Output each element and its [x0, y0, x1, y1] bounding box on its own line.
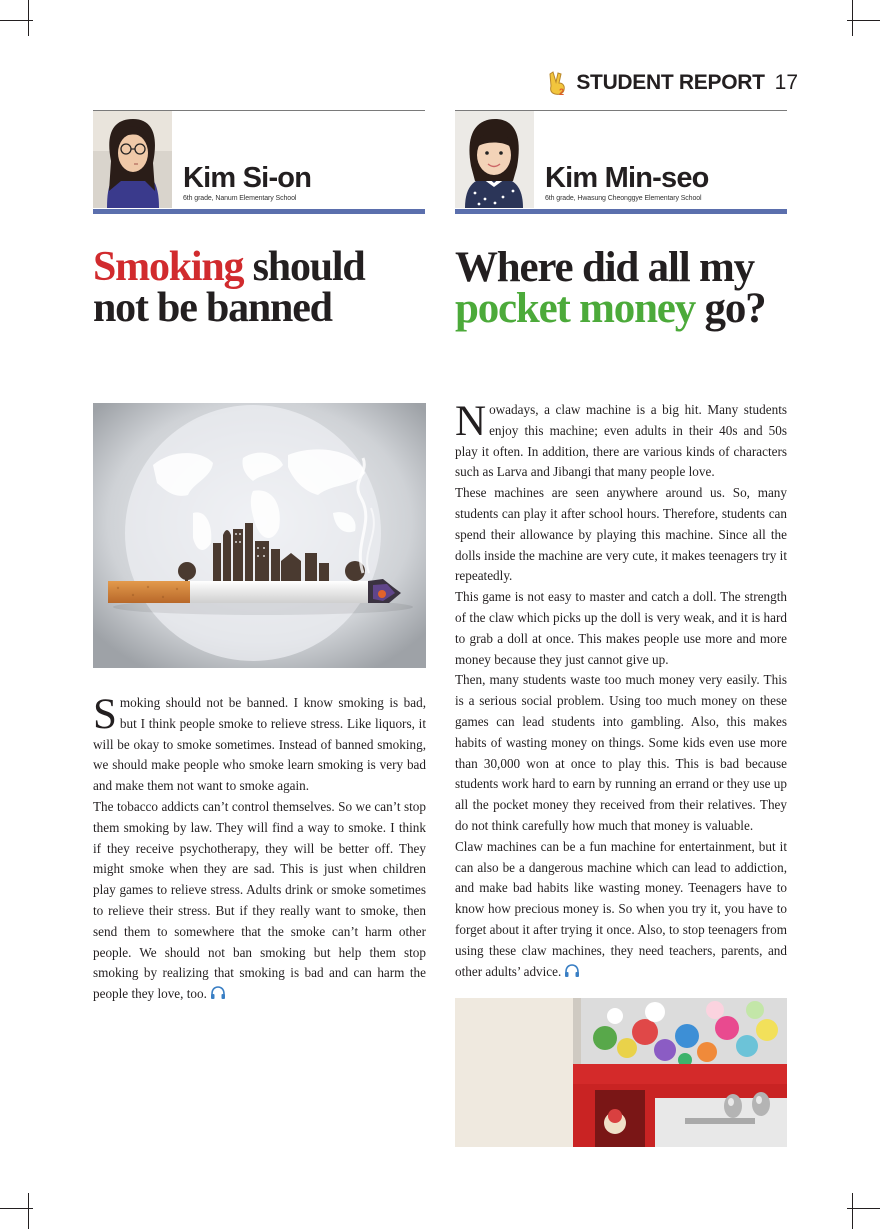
headline-highlight: Smoking [93, 244, 244, 290]
paragraph-text: This game is not easy to master and catch a doll. The strength of the claw which picks up the doll is very weak, and it is hard to grab a doll at once. This makes people use more and more money because they just cannot give up. [455, 589, 787, 667]
cigarette-illustration [93, 403, 426, 668]
headline-text: not be banned [93, 285, 332, 331]
article-headline [455, 244, 787, 332]
author-byline [455, 111, 787, 208]
crop-mark [28, 0, 29, 36]
crop-mark [847, 20, 880, 21]
headline-text: go? [695, 285, 766, 332]
claw-machine-photo [455, 998, 787, 1147]
body-paragraph [455, 837, 787, 983]
headphones-icon [210, 986, 226, 1000]
paragraph-text: Then, many students waste too much money very easily. This is a serious social problem. Using too much money on these games can lead students into gambling. Also, this makes habits of wasting money on things. Some kids even use more than 30,000 won at once to play this. This is bad because students work hard to earn by running an errand or they use up all the pocket money they received from their relatives. They do not think carefully how much that money is valuable. [455, 672, 787, 833]
paragraph-text: moking should not be banned. I know smoking is bad, but I think people smoke to relieve stress. Like liquors, it will be okay to smoke sometimes. Instead of banned smoking, we should make people who smoke learn smoking is very bad and make them not want to smoke again. [93, 695, 426, 794]
author-photo [455, 111, 534, 208]
crop-mark [847, 1208, 880, 1209]
page-number: 17 [774, 71, 798, 94]
section-label: STUDENT REPORT [576, 71, 765, 94]
author-name: Kim Min-seo [545, 162, 709, 194]
body-paragraph [455, 587, 787, 670]
body-paragraph [455, 400, 787, 483]
author-name: Kim Si-on [183, 162, 312, 194]
headline-text: Where did all my [455, 244, 754, 291]
author-byline [93, 111, 425, 208]
peace-hand-icon [546, 70, 568, 96]
paragraph-text: Claw machines can be a fun machine for entertainment, but it can also be a dangerous machine which can lead to addiction, and make bad habits like wasting money. Teenagers have to know how precious money is. So when you try it, you have to forget about it after trying it once. Also, to stop teenagers from using these claw machines, they need teachers, parents, and other adults’ advice. [455, 838, 787, 979]
paragraph-text: owadays, a claw machine is a big hit. Many students enjoy this machine; even adults in their 40s and 50s play it often. In addition, there are various kinds of characters such as Larva and Jibangi that many people love. [455, 402, 787, 480]
running-head [546, 70, 798, 96]
body-paragraph [455, 483, 787, 587]
author-school: 6th grade, Hwasung Cheonggye Elementary School [545, 195, 702, 202]
blue-rule [93, 209, 425, 214]
body-paragraph [455, 670, 787, 836]
headphones-icon [564, 964, 580, 978]
body-paragraph [93, 693, 426, 797]
left-article-header [93, 110, 425, 329]
headline-highlight: pocket money [455, 285, 695, 332]
right-article-body [455, 400, 787, 982]
paragraph-text: The tobacco addicts can’t control themselves. So we can’t stop them smoking by law. They will find a way to smoke. I think if they receive psychotherapy, they will be better off. They might smoke when they are sad. This is just when children play games to relieve stress. Adults drink or smoke sometimes to relieve their stress. But if they really want to smoke, then send them to somewhere that the smoke can’t harm other people. We should not ban smoking but help them stop smoking by realizing that smoking is bad and can harm the people they love, too. [93, 798, 426, 1002]
drop-cap: S [93, 691, 117, 738]
crop-mark [28, 1193, 29, 1229]
blue-rule [455, 209, 787, 214]
right-article-header [455, 110, 787, 332]
paragraph-text: These machines are seen anywhere around us. So, many students can play it after school hours. Therefore, students can spend their allowance by playing this machine. Since all the dolls inside the machine are very cute, it makes teenagers try it repeatedly. [455, 485, 787, 584]
drop-cap: N [455, 398, 487, 445]
author-school: 6th grade, Nanum Elementary School [183, 195, 297, 202]
crop-mark [0, 20, 33, 21]
headline-text: should [243, 244, 365, 290]
crop-mark [0, 1208, 33, 1209]
article-headline [93, 244, 425, 331]
crop-mark [852, 1193, 853, 1229]
crop-mark [852, 0, 853, 36]
svg-text:2: 2 [559, 87, 565, 96]
author-photo [93, 111, 172, 208]
body-paragraph [93, 797, 426, 1005]
left-article-body [93, 693, 426, 1005]
